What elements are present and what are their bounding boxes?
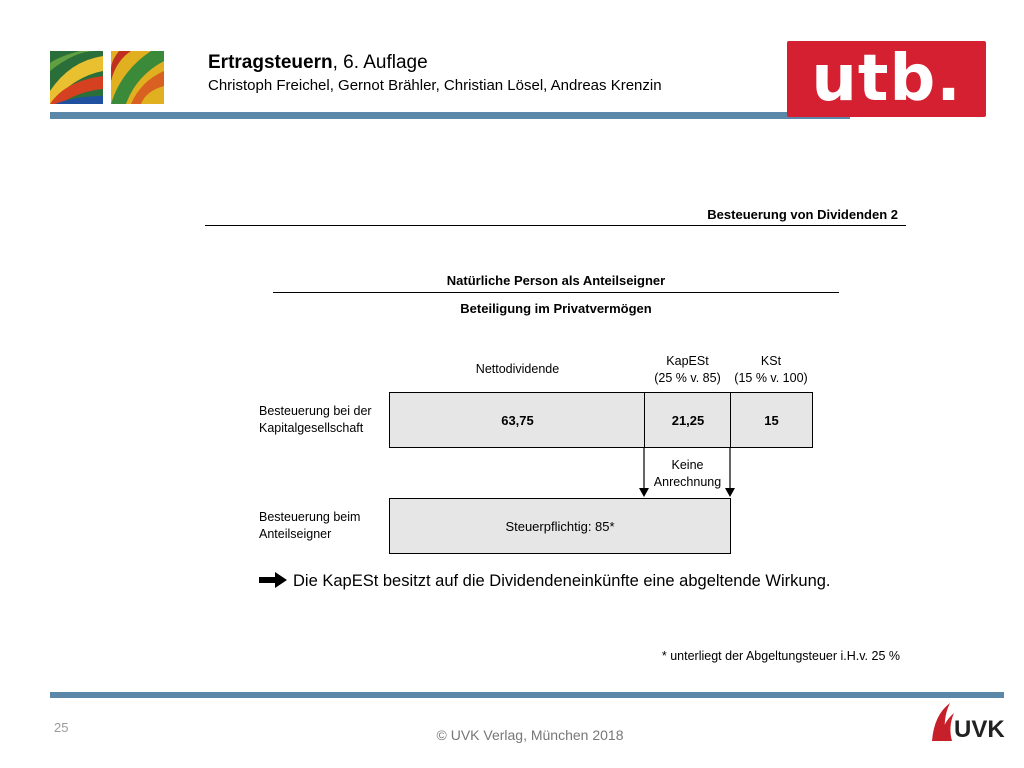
cell-kapest-value	[644, 393, 731, 447]
row2-label-line2: Anteilseigner	[259, 527, 332, 541]
slide-title: Besteuerung von Dividenden 2	[707, 207, 898, 222]
row-label-anteilseigner	[259, 509, 360, 543]
steuerpflichtig-value: Steuerpflichtig: 85*	[505, 518, 615, 534]
title-rule	[205, 225, 906, 226]
row1-label-line1: Besteuerung bei der	[259, 404, 372, 418]
row1-tax-box	[389, 392, 813, 448]
diagram-heading: Natürliche Person als Anteilseigner	[446, 273, 666, 288]
row-label-kapitalgesellschaft	[259, 403, 372, 437]
col-header-netto: Nettodividende	[475, 362, 560, 376]
book-title	[208, 52, 428, 74]
arrow-note-line2: Anrechnung	[653, 475, 722, 489]
conclusion-arrow-icon	[259, 572, 287, 588]
netto-value: 63,75	[501, 412, 534, 428]
col-header-kapest	[640, 353, 735, 387]
header-divider	[50, 112, 850, 119]
col-header-kst	[727, 353, 815, 387]
uvk-logo	[928, 701, 1008, 743]
cell-steuerpflichtig	[390, 499, 730, 553]
col-header-kapest-line1: KapESt	[666, 354, 709, 368]
book-title-rest: , 6. Auflage	[332, 52, 428, 73]
utb-logo: utb.	[787, 41, 986, 117]
row2-tax-box	[389, 498, 731, 554]
cover-thumbnail-2	[111, 51, 164, 104]
arrow-note	[640, 457, 735, 491]
book-title-bold: Ertragsteuern	[208, 52, 333, 73]
copyright: © UVK Verlag, München 2018	[436, 727, 624, 743]
footnote: * unterliegt der Abgeltungsteuer i.H.v. 25 %	[661, 649, 900, 663]
row2-label-line1: Besteuerung beim	[259, 510, 361, 524]
col-header-kst-line1: KSt	[760, 354, 782, 368]
row1-label-line2: Kapitalgesellschaft	[259, 421, 364, 435]
cell-netto-value	[390, 393, 645, 447]
arrow-note-line1: Keine	[671, 458, 704, 472]
kst-value: 15	[764, 412, 779, 428]
cell-kst-value	[730, 393, 812, 447]
conclusion-text: Die KapESt besitzt auf die Dividendeneinkünfte eine abgeltende Wirkung.	[293, 572, 831, 590]
heading-rule	[273, 292, 839, 293]
uvk-logo-text: UVK	[954, 716, 1005, 743]
col-header-kst-line2: (15 % v. 100)	[734, 371, 808, 385]
col-header-kapest-line2: (25 % v. 85)	[654, 371, 721, 385]
diagram-subheading: Beteiligung im Privatvermögen	[460, 301, 652, 316]
book-authors: Christoph Freichel, Gernot Brähler, Christian Lösel, Andreas Krenzin	[208, 77, 662, 94]
footer-divider	[50, 692, 1004, 698]
page-number: 25	[54, 720, 69, 735]
cover-thumbnail-1	[50, 51, 103, 104]
kapest-value: 21,25	[671, 412, 705, 428]
